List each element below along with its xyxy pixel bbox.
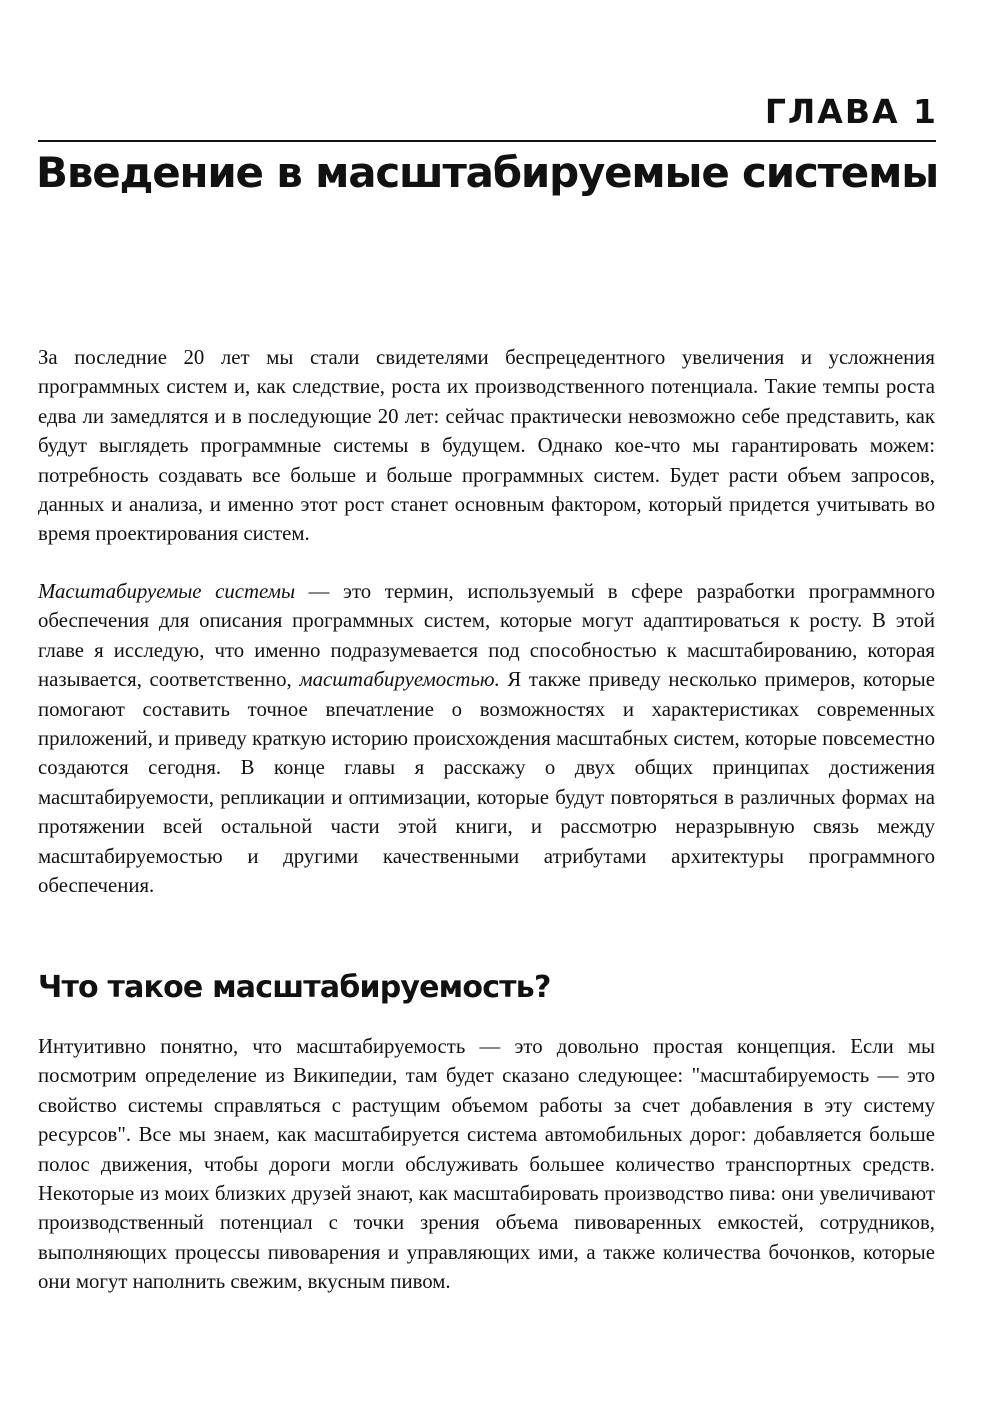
chapter-title: Введение в масштабируемые системы	[36, 148, 938, 197]
second-paragraph-text-a: — это термин, используемый в сфере разработки программного обеспечения для описания программных систем, которые могут адаптироваться к росту. В этой главе я исследую, что именно подразумевается под способностью к масштабированию, которая называется, соответственно,	[38, 580, 935, 692]
intro-paragraph: За последние 20 лет мы стали свидетелями беспрецедентного увеличения и усложнения программных систем и, как следствие, роста их производственного потенциала. Такие темпы роста едва ли замедлятся и в последующие 20 лет: сейчас практически невозможно себе представить, как будут выглядеть программные системы в будущем. Однако кое-что мы гарантировать можем: потребность создавать все больше и больше программных систем. Будет расти объем запросов, данных и анализа, и именно этот рост станет основным фактором, который придется учитывать во время проектирования систем.	[38, 346, 935, 546]
term-scalable-systems: Масштабируемые системы	[38, 580, 296, 603]
second-paragraph	[38, 577, 935, 900]
chapter-divider	[38, 140, 936, 142]
chapter-label: ГЛАВА 1	[764, 92, 938, 131]
term-scalability: масштабируемостью.	[299, 668, 500, 692]
section-heading: Что такое масштабируемость?	[38, 970, 551, 1005]
section-paragraph: Интуитивно понятно, что масштабируемость — это довольно простая концепция. Если мы посмотрим определение из Википедии, там будет сказано следующее: "масштабируемость — это свойство системы справляться с растущим объемом работы за счет добавления в эту систему ресурсов". Все мы знаем, как масштабируется система автомобильных дорог: добавляется больше полос движения, чтобы дороги могли обслуживать большее количество транспортных средств. Некоторые из моих близких друзей знают, как масштабировать производство пива: они увеличивают производственный потенциал с точки зрения объема пивоваренных емкостей, сотрудников, выполняющих процессы пивоварения и управляющих ими, а также количества бочонков, которые они могут наполнить свежим, вкусным пивом.	[38, 1035, 935, 1294]
second-paragraph-text-b: Я также приведу несколько примеров, которые помогают составить точное впечатление о возможностях и характеристиках современных приложений, и приведу краткую историю происхождения масштабных систем, которые повсеместно создаются сегодня. В конце главы я расскажу о двух общих принципах достижения масштабируемости, репликации и оптимизации, которые будут повторяться в различных формах на протяжении всей остальной части этой книги, и рассмотрю неразрывную связь между масштабируемостью и другими качественными атрибутами архитектуры программного обеспечения.	[38, 668, 935, 898]
